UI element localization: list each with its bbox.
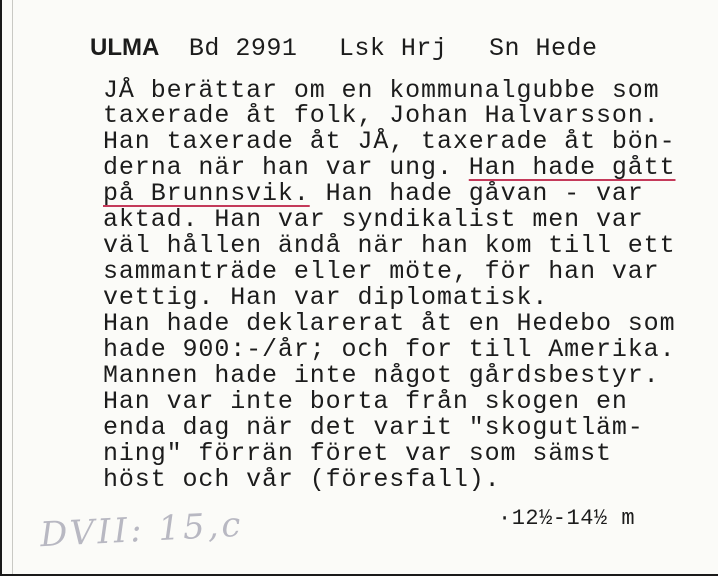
text-segment: Han hade gåvan - var (309, 179, 644, 208)
text-line: enda dag när det varit "skogutläm- (103, 413, 644, 442)
text-line: vettig. Han var diplomatisk. (103, 283, 549, 312)
measurement-note: ·12½-14½ m (498, 506, 636, 531)
text-line: Han var inte borta från skogen en (103, 387, 628, 416)
text-line: JÅ berättar om en kommunalgubbe som (103, 76, 660, 105)
text-line (103, 153, 676, 182)
underlined-text: på Brunnsvik. (103, 179, 310, 208)
parish-name: Sn Hede (488, 34, 598, 63)
text-segment: derna när han var ung. (103, 153, 469, 182)
text-line: Han taxerade åt JÅ, taxerade åt bön- (103, 127, 676, 156)
province-code: Lsk Hrj (338, 34, 448, 63)
bd-number: Bd 2991 (188, 34, 298, 63)
text-line: hade 900:-/år; och for till Amerika. (103, 335, 676, 364)
text-line (103, 179, 644, 208)
text-line: Mannen hade inte något gårdsbestyr. (103, 361, 660, 390)
text-line: sammanträde eller möte, för han var (103, 257, 660, 286)
text-line: Han hade deklarerat åt en Hedebo som (103, 309, 676, 338)
text-line: aktad. Han var syndikalist men var (103, 205, 644, 234)
pencil-annotation: DVII: 15,c (39, 504, 245, 556)
text-line: höst och vår (föresfall). (103, 465, 501, 494)
text-line: väl hållen ändå när han kom till ett (103, 231, 676, 260)
archive-name: ULMA (90, 34, 160, 61)
underlined-text: Han hade gått (468, 153, 676, 182)
text-line: ning" förrän föret var som sämst (103, 439, 612, 468)
card-body (2, 0, 718, 576)
text-line: taxerade åt folk, Johan Halvarsson. (103, 101, 660, 130)
